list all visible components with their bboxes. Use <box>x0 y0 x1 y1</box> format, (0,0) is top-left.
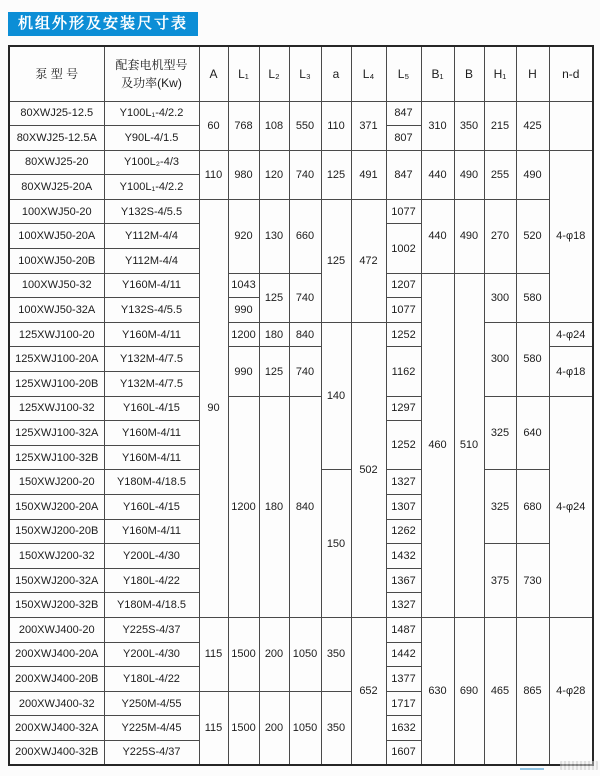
motor-model-cell: Y112M-4/4 <box>104 249 199 274</box>
table-body <box>9 101 593 765</box>
dimension-cell: 108 <box>259 101 289 150</box>
dimension-cell: 990 <box>228 298 259 323</box>
dimension-cell: 730 <box>516 544 549 618</box>
dimension-cell: 1327 <box>386 593 421 618</box>
pump-model-cell: 125XWJ100-32B <box>9 445 104 470</box>
dimension-cell: 807 <box>386 126 421 151</box>
dimension-cell: 465 <box>484 617 516 765</box>
dimension-cell: 740 <box>289 347 321 396</box>
motor-model-cell: Y180M-4/18.5 <box>104 593 199 618</box>
pump-model-cell: 100XWJ50-32A <box>9 298 104 323</box>
column-header: L₁ <box>228 46 259 101</box>
motor-model-cell: Y160L-4/15 <box>104 495 199 520</box>
pump-model-cell: 80XWJ25-20A <box>9 175 104 200</box>
pump-model-cell: 100XWJ50-20A <box>9 224 104 249</box>
watermark <box>560 761 598 770</box>
motor-model-cell: Y225S-4/37 <box>104 740 199 765</box>
motor-model-cell: Y180M-4/18.5 <box>104 470 199 495</box>
dimension-cell: 1002 <box>386 224 421 273</box>
motor-model-cell: Y160M-4/11 <box>104 445 199 470</box>
column-header: L₂ <box>259 46 289 101</box>
dimension-cell: 300 <box>484 322 516 396</box>
dimension-cell: 375 <box>484 544 516 618</box>
pump-model-cell: 200XWJ400-32B <box>9 740 104 765</box>
dimension-cell: 110 <box>321 101 351 150</box>
dimension-cell: 350 <box>321 691 351 765</box>
dimension-cell: 1487 <box>386 617 421 642</box>
dimension-cell: 4-φ18 <box>549 150 593 322</box>
table-row <box>9 150 593 175</box>
dimension-cell: 115 <box>199 691 228 765</box>
dimension-cell: 865 <box>516 617 549 765</box>
column-header: H₁ <box>484 46 516 101</box>
dimension-cell: 652 <box>351 617 386 765</box>
table-row <box>9 101 593 126</box>
column-header: B₁ <box>421 46 454 101</box>
motor-model-cell: Y90L-4/1.5 <box>104 126 199 151</box>
dimension-cell: 1632 <box>386 716 421 741</box>
dimension-cell: 1297 <box>386 396 421 421</box>
dimension-cell: 740 <box>289 150 321 199</box>
dimension-cell: 460 <box>421 273 454 617</box>
dimension-cell: 580 <box>516 273 549 322</box>
dimension-cell: 1500 <box>228 691 259 765</box>
dimension-cell: 1252 <box>386 322 421 347</box>
motor-model-cell: Y225S-4/37 <box>104 617 199 642</box>
dimension-cell: 255 <box>484 150 516 199</box>
dimension-cell: 847 <box>386 150 421 199</box>
pump-model-cell: 100XWJ50-32 <box>9 273 104 298</box>
dimension-cell: 200 <box>259 617 289 691</box>
dimension-cell: 490 <box>516 150 549 199</box>
column-header: a <box>321 46 351 101</box>
dimension-cell: 180 <box>259 396 289 617</box>
motor-model-cell: Y160L-4/15 <box>104 396 199 421</box>
page-title: 机组外形及安装尺寸表 <box>8 12 198 36</box>
dimension-cell: 115 <box>199 617 228 691</box>
pump-model-cell: 150XWJ200-32 <box>9 544 104 569</box>
dimension-cell: 990 <box>228 347 259 396</box>
dimension-cell: 200 <box>259 691 289 765</box>
dimension-cell: 350 <box>454 101 484 150</box>
pump-model-cell: 125XWJ100-20B <box>9 372 104 397</box>
dimension-cell: 4-φ18 <box>549 347 593 396</box>
dimension-cell: 125 <box>259 273 289 322</box>
dimension-cell: 1207 <box>386 273 421 298</box>
dimension-cell: 440 <box>421 199 454 273</box>
motor-model-cell: Y100L₁-4/2.2 <box>104 175 199 200</box>
dimension-cell: 680 <box>516 470 549 544</box>
motor-model-cell: Y132S-4/5.5 <box>104 298 199 323</box>
column-header: L₃ <box>289 46 321 101</box>
column-header: 配套电机型号 及功率(Kw) <box>104 46 199 101</box>
dimension-cell: 840 <box>289 396 321 617</box>
dimension-cell: 440 <box>421 150 454 199</box>
spec-table-container <box>8 45 594 766</box>
dimension-cell: 180 <box>259 322 289 347</box>
dimension-cell: 920 <box>228 199 259 273</box>
pump-model-cell: 125XWJ100-32 <box>9 396 104 421</box>
dimension-cell: 4-φ28 <box>549 617 593 765</box>
motor-model-cell: Y100L₂-4/3 <box>104 150 199 175</box>
dimension-cell: 1162 <box>386 347 421 396</box>
motor-model-cell: Y160M-4/11 <box>104 421 199 446</box>
dimension-cell: 1607 <box>386 740 421 765</box>
dimension-cell: 640 <box>516 396 549 470</box>
dimension-cell: 215 <box>484 101 516 150</box>
motor-model-cell: Y200L-4/30 <box>104 544 199 569</box>
dimension-cell: 1500 <box>228 617 259 691</box>
dimension-cell: 4-φ24 <box>549 396 593 617</box>
scan-artifact-dash <box>520 768 544 770</box>
dimensions-table <box>8 45 594 766</box>
motor-model-cell: Y225M-4/45 <box>104 716 199 741</box>
column-header: B <box>454 46 484 101</box>
dimension-cell: 1262 <box>386 519 421 544</box>
dimension-cell: 120 <box>259 150 289 199</box>
table-row <box>9 199 593 224</box>
dimension-cell: 1252 <box>386 421 421 470</box>
dimension-cell: 491 <box>351 150 386 199</box>
column-header: L₅ <box>386 46 421 101</box>
dimension-cell: 1077 <box>386 298 421 323</box>
dimension-cell: 270 <box>484 199 516 273</box>
column-header: A <box>199 46 228 101</box>
table-row <box>9 273 593 298</box>
pump-model-cell: 100XWJ50-20 <box>9 199 104 224</box>
table-row <box>9 396 593 421</box>
motor-model-cell: Y160M-4/11 <box>104 519 199 544</box>
dimension-cell: 510 <box>454 273 484 617</box>
dimension-cell: 1327 <box>386 470 421 495</box>
pump-model-cell: 150XWJ200-32A <box>9 568 104 593</box>
dimension-cell: 1050 <box>289 691 321 765</box>
motor-model-cell: Y180L-4/22 <box>104 568 199 593</box>
dimension-cell: 300 <box>484 273 516 322</box>
dimension-cell: 630 <box>421 617 454 765</box>
dimension-cell: 125 <box>259 347 289 396</box>
pump-model-cell: 200XWJ400-20 <box>9 617 104 642</box>
motor-model-cell: Y250M-4/55 <box>104 691 199 716</box>
dimension-cell: 660 <box>289 199 321 273</box>
pump-model-cell: 100XWJ50-20B <box>9 249 104 274</box>
dimension-cell: 110 <box>199 150 228 199</box>
motor-model-cell: Y160M-4/11 <box>104 322 199 347</box>
column-header: L₄ <box>351 46 386 101</box>
dimension-cell: 1200 <box>228 322 259 347</box>
dimension-cell: 60 <box>199 101 228 150</box>
dimension-cell: 580 <box>516 322 549 396</box>
dimension-cell: 1043 <box>228 273 259 298</box>
dimension-cell: 150 <box>321 470 351 618</box>
dimension-cell: 740 <box>289 273 321 322</box>
pump-model-cell: 125XWJ100-20 <box>9 322 104 347</box>
column-header: H <box>516 46 549 101</box>
pump-model-cell: 200XWJ400-32 <box>9 691 104 716</box>
dimension-cell: 1432 <box>386 544 421 569</box>
dimension-cell: 371 <box>351 101 386 150</box>
dimension-cell: 310 <box>421 101 454 150</box>
pump-model-cell: 125XWJ100-20A <box>9 347 104 372</box>
dimension-cell: 768 <box>228 101 259 150</box>
dimension-cell: 325 <box>484 470 516 544</box>
pump-model-cell: 125XWJ100-32A <box>9 421 104 446</box>
dimension-cell: 350 <box>321 617 351 691</box>
dimension-cell: 90 <box>199 199 228 617</box>
dimension-cell: 502 <box>351 322 386 617</box>
pump-model-cell: 80XWJ25-12.5A <box>9 126 104 151</box>
dimension-cell: 1307 <box>386 495 421 520</box>
dimension-cell: 325 <box>484 396 516 470</box>
motor-model-cell: Y112M-4/4 <box>104 224 199 249</box>
dimension-cell: 4-φ24 <box>549 322 593 347</box>
dimension-cell: 1717 <box>386 691 421 716</box>
dimension-cell: 130 <box>259 199 289 273</box>
dimension-cell: 1442 <box>386 642 421 667</box>
dimension-cell: 847 <box>386 101 421 126</box>
pump-model-cell: 80XWJ25-20 <box>9 150 104 175</box>
motor-model-cell: Y180L-4/22 <box>104 667 199 692</box>
dimension-cell: 1200 <box>228 396 259 617</box>
pump-model-cell: 200XWJ400-32A <box>9 716 104 741</box>
column-header: 泵 型 号 <box>9 46 104 101</box>
dimension-cell: 490 <box>454 199 484 273</box>
dimension-cell: 125 <box>321 150 351 199</box>
table-header-row <box>9 46 593 101</box>
motor-model-cell: Y100L₁-4/2.2 <box>104 101 199 126</box>
motor-model-cell: Y132S-4/5.5 <box>104 199 199 224</box>
table-row <box>9 617 593 642</box>
dimension-cell: 1367 <box>386 568 421 593</box>
dimension-cell: 1077 <box>386 199 421 224</box>
motor-model-cell: Y132M-4/7.5 <box>104 347 199 372</box>
dimension-cell <box>549 101 593 150</box>
pump-model-cell: 150XWJ200-32B <box>9 593 104 618</box>
dimension-cell: 980 <box>228 150 259 199</box>
dimension-cell: 690 <box>454 617 484 765</box>
pump-model-cell: 200XWJ400-20A <box>9 642 104 667</box>
motor-model-cell: Y160M-4/11 <box>104 273 199 298</box>
pump-model-cell: 150XWJ200-20B <box>9 519 104 544</box>
dimension-cell: 1377 <box>386 667 421 692</box>
dimension-cell: 472 <box>351 199 386 322</box>
dimension-cell: 125 <box>321 199 351 322</box>
dimension-cell: 840 <box>289 322 321 347</box>
table-row <box>9 322 593 347</box>
pump-model-cell: 150XWJ200-20A <box>9 495 104 520</box>
pump-model-cell: 200XWJ400-20B <box>9 667 104 692</box>
motor-model-cell: Y200L-4/30 <box>104 642 199 667</box>
column-header: n-d <box>549 46 593 101</box>
dimension-cell: 425 <box>516 101 549 150</box>
motor-model-cell: Y132M-4/7.5 <box>104 372 199 397</box>
dimension-cell: 140 <box>321 322 351 470</box>
dimension-cell: 490 <box>454 150 484 199</box>
dimension-cell: 520 <box>516 199 549 273</box>
pump-model-cell: 150XWJ200-20 <box>9 470 104 495</box>
dimension-cell: 550 <box>289 101 321 150</box>
dimension-cell: 1050 <box>289 617 321 691</box>
pump-model-cell: 80XWJ25-12.5 <box>9 101 104 126</box>
